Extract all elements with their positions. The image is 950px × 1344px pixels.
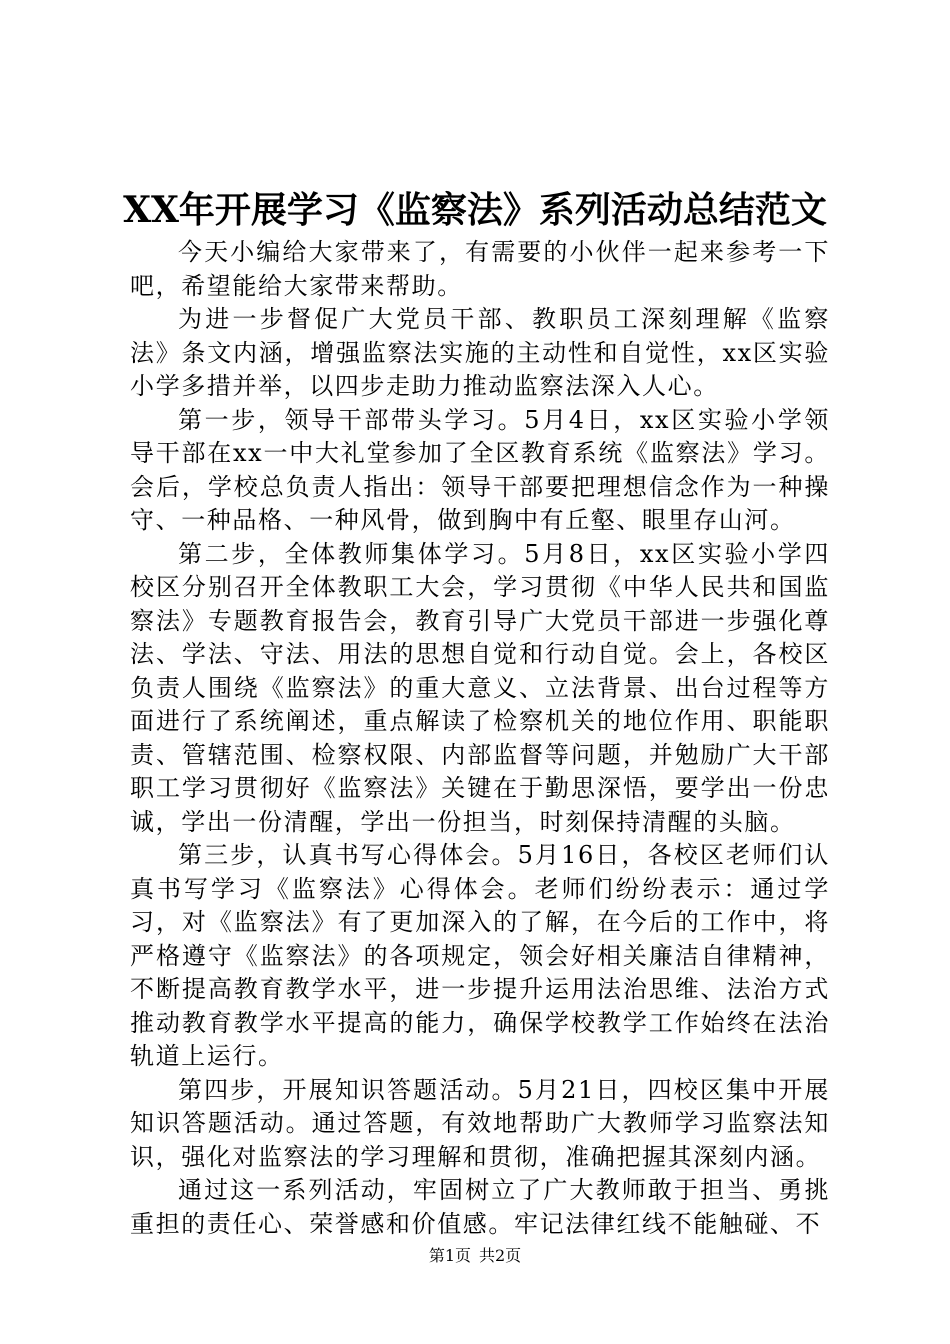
paragraph-step-three: 第三步，认真书写心得体会。5月16日，各校区老师们认真书写学习《监察法》心得体会。老师们纷纷表示：通过学习，对《监察法》有了更加深入的了解，在今后的工作中，将严格遵守《监察法》的各项规定，领会好相关廉洁自律精神，不断提高教育教学水平，进一步提升运用法治思维、法治方式推动教育教学水平提高的能力，确保学校教学工作始终在法治轨道上运行。 [130, 841, 830, 1070]
paragraph-purpose: 为进一步督促广大党员干部、教职员工深刻理解《监察法》条文内涵，增强监察法实施的主动性和自觉性，xx区实验小学多措并举，以四步走助力推动监察法深入人心。 [130, 305, 830, 400]
document-title: XX年开展学习《监察法》系列活动总结范文 [123, 189, 827, 231]
paragraph-conclusion: 通过这一系列活动，牢固树立了广大教师敢于担当、勇挑重担的责任心、荣誉感和价值感。牢记法律红线不能触碰、不 [130, 1176, 830, 1238]
page-number-current: 第1页 [428, 1246, 471, 1265]
paragraph-intro: 今天小编给大家带来了，有需要的小伙伴一起来参考一下吧，希望能给大家带来帮助。 [130, 238, 830, 300]
paragraph-step-four: 第四步，开展知识答题活动。5月21日，四校区集中开展知识答题活动。通过答题，有效地帮助广大教师学习监察法知识，强化对监察法的学习理解和贯彻，准确把握其深刻内涵。 [130, 1075, 830, 1171]
paragraph-step-two: 第二步，全体教师集体学习。5月8日，xx区实验小学四校区分别召开全体教职工大会，学习贯彻《中华人民共和国监察法》专题教育报告会，教育引导广大党员干部进一步强化尊法、学法、守法、用法的思想自觉和行动自觉。会上，各校区负责人围绕《监察法》的重大意义、立法背景、出台过程等方面进行了系统阐述，重点解读了检察机关的地位作用、职能职责、管辖范围、检察权限、内部监督等问题，并勉励广大干部职工学习贯彻好《监察法》关键在于勤思深悟，要学出一份忠诚，学出一份清醒，学出一份担当，时刻保持清醒的头脑。 [130, 539, 830, 836]
paragraph-step-one: 第一步，领导干部带头学习。5月4日，xx区实验小学领导干部在xx一中大礼堂参加了全区教育系统《监察法》学习。会后，学校总负责人指出：领导干部要把理想信念作为一种操守、一种品格、一种风骨，做到胸中有丘壑、眼里存山河。 [130, 405, 830, 534]
page-number-total: 共2页 [479, 1246, 522, 1265]
page-footer [0, 1244, 950, 1268]
document-body [130, 236, 830, 1241]
